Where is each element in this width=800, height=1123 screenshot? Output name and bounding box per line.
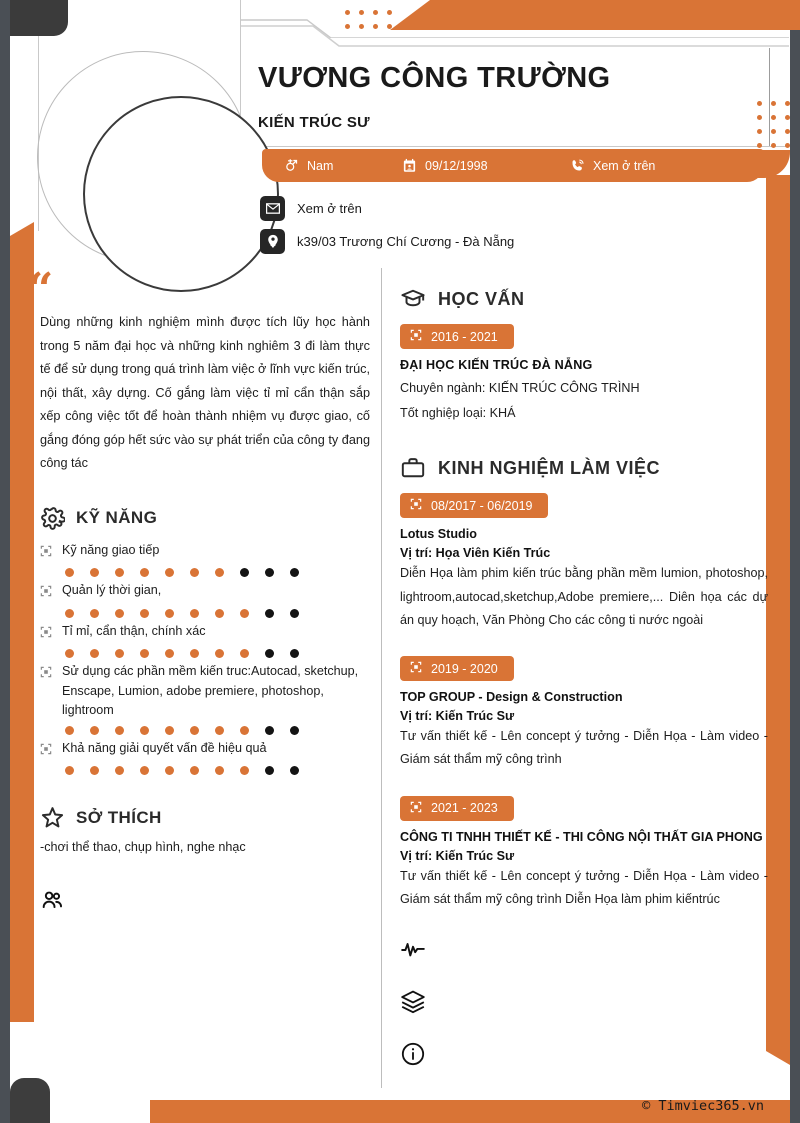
education-school: ĐẠI HỌC KIẾN TRÚC ĐÀ NẴNG bbox=[400, 358, 593, 372]
experience-role: Vị trí: Họa Viên Kiến Trúc bbox=[400, 546, 551, 561]
education-section-title: HỌC VẤN bbox=[438, 288, 525, 309]
rating-dot bbox=[65, 568, 74, 577]
education-date-pill bbox=[400, 324, 514, 349]
crop-mark-icon bbox=[410, 498, 422, 513]
location-icon-badge bbox=[260, 229, 285, 254]
rating-dot bbox=[65, 766, 74, 775]
education-list bbox=[400, 324, 768, 425]
skill-item bbox=[40, 541, 370, 578]
crop-mark-icon bbox=[40, 584, 52, 604]
experience-entry bbox=[400, 656, 768, 771]
skill-label-row bbox=[40, 541, 370, 564]
dark-corner-top-left bbox=[10, 0, 68, 36]
skill-name: Khả năng giải quyết vấn đề hiệu quả bbox=[62, 740, 267, 755]
skill-label-row bbox=[40, 622, 370, 645]
rating-dot bbox=[165, 766, 174, 775]
skill-label-row bbox=[40, 581, 370, 604]
orange-left-strip bbox=[10, 222, 34, 1022]
rating-dot bbox=[140, 766, 149, 775]
column-divider bbox=[381, 268, 382, 1088]
experience-description: Tư vấn thiết kế - Lên concept ý tưởng - Diễn Họa - Làm video - Giám sát thẩm mỹ công trình Diễn Họa làm phim kiếntrúc bbox=[400, 868, 768, 906]
skill-name: Sử dụng các phần mềm kiến truc:Autocad, sketchup, Enscape, Lumion, adobe premiere, photoshop, lightroom bbox=[62, 664, 359, 718]
skill-item bbox=[40, 662, 370, 735]
skill-label-row bbox=[40, 662, 370, 721]
rating-dot bbox=[265, 609, 274, 618]
rating-dot bbox=[265, 726, 274, 735]
skill-label-row bbox=[40, 739, 370, 762]
rating-dot bbox=[65, 726, 74, 735]
rating-dot bbox=[190, 649, 199, 658]
avatar bbox=[83, 96, 279, 292]
rating-dot bbox=[90, 568, 99, 577]
skills-section-title: KỸ NĂNG bbox=[76, 508, 158, 528]
candidate-job-title: KIẾN TRÚC SƯ bbox=[258, 114, 370, 131]
skill-name: Kỹ năng giao tiếp bbox=[62, 542, 160, 557]
rating-dot bbox=[240, 568, 249, 577]
gender-icon bbox=[284, 158, 299, 173]
meta-birthdate bbox=[402, 158, 570, 173]
experience-entry bbox=[400, 493, 768, 632]
rating-dot bbox=[115, 609, 124, 618]
rating-dot bbox=[240, 726, 249, 735]
contact-email-value: Xem ở trên bbox=[297, 201, 362, 216]
rating-dot bbox=[215, 766, 224, 775]
activity-pulse-icon bbox=[400, 937, 426, 963]
calendar-icon bbox=[402, 158, 417, 173]
crop-mark-icon bbox=[410, 661, 422, 673]
date-range-text: 08/2017 - 06/2019 bbox=[431, 498, 533, 513]
rating-dot bbox=[65, 609, 74, 618]
rating-dot bbox=[90, 649, 99, 658]
avatar-outer-ring bbox=[37, 51, 249, 263]
star-icon bbox=[40, 805, 65, 830]
people-icon bbox=[40, 888, 66, 914]
skill-item bbox=[40, 622, 370, 659]
rating-dot bbox=[190, 609, 199, 618]
left-column bbox=[28, 264, 370, 914]
crop-mark-icon bbox=[410, 498, 422, 510]
hobbies-text: -chơi thể thao, chụp hình, nghe nhạc bbox=[40, 840, 246, 855]
experience-description: Tư vấn thiết kế - Lên concept ý tưởng - Diễn Họa - Làm video - Giám sát thẩm mỹ công trình bbox=[400, 729, 768, 767]
experience-company: Lotus Studio bbox=[400, 527, 477, 542]
crop-mark-icon bbox=[40, 626, 52, 638]
rating-dot bbox=[140, 726, 149, 735]
location-icon bbox=[266, 234, 280, 249]
rating-dot bbox=[290, 568, 299, 577]
rating-dot bbox=[240, 609, 249, 618]
career-objective-text: Dùng những kinh nghiệm mình được tích lũy học hành trong 5 năm đại học và những kinh nghiêm 3 đi làm thực tế để sử dụng trong quá trình làm việc ở lĩnh vực kiến trúc, nội thất, xây dựng. Cố gắng làm việc tỉ mỉ cẩn thận sắp xếp công việc tốt để hoàn thành nhiệm vụ được giao, cố gắng đóng góp hết sức vào sự phát triển của công ty đang công tác bbox=[40, 315, 370, 471]
candidate-name: VƯƠNG CÔNG TRƯỜNG bbox=[258, 62, 611, 94]
rating-dot bbox=[290, 649, 299, 658]
crop-mark-icon bbox=[40, 743, 52, 755]
education-section-header bbox=[400, 286, 768, 312]
footer-credit: © Timviec365.vn bbox=[642, 1098, 764, 1114]
hobbies-section-header bbox=[40, 805, 370, 830]
experience-role: Vị trí: Kiến Trúc Sư bbox=[400, 848, 515, 863]
briefcase-icon bbox=[400, 455, 426, 481]
date-range-text: 2021 - 2023 bbox=[431, 801, 498, 816]
skill-rating bbox=[65, 766, 370, 775]
rating-dot bbox=[215, 649, 224, 658]
meta-gender-value: Nam bbox=[307, 158, 334, 173]
experience-company: CÔNG TI TNHH THIẾT KẾ - THI CÔNG NỘI THẤT GIA PHONG bbox=[400, 829, 763, 844]
crop-mark-icon bbox=[40, 585, 52, 597]
rating-dot bbox=[190, 726, 199, 735]
experience-section-title: KINH NGHIỆM LÀM VIỆC bbox=[438, 457, 661, 478]
rating-dot bbox=[215, 568, 224, 577]
rating-dot bbox=[240, 766, 249, 775]
decor-slant-line-lower bbox=[241, 24, 789, 50]
rating-dot bbox=[140, 649, 149, 658]
orange-right-strip bbox=[766, 175, 790, 1065]
education-grade: Tốt nghiệp loại: KHÁ bbox=[400, 406, 516, 421]
rating-dot bbox=[190, 766, 199, 775]
rating-dot bbox=[240, 649, 249, 658]
rating-dot bbox=[90, 726, 99, 735]
date-range-text: 2019 - 2020 bbox=[431, 661, 498, 676]
rating-dot bbox=[165, 726, 174, 735]
dot-grid-right bbox=[757, 101, 790, 148]
hobbies-section-title: SỞ THÍCH bbox=[76, 807, 162, 827]
rating-dot bbox=[215, 726, 224, 735]
meta-birthdate-value: 09/12/1998 bbox=[425, 158, 488, 173]
rating-dot bbox=[290, 766, 299, 775]
rating-dot bbox=[265, 766, 274, 775]
experience-company: TOP GROUP - Design & Construction bbox=[400, 690, 623, 705]
email-icon bbox=[266, 203, 280, 214]
date-range-text: 2016 - 2021 bbox=[431, 329, 498, 344]
rating-dot bbox=[90, 766, 99, 775]
rating-dot bbox=[90, 609, 99, 618]
gear-icon bbox=[40, 506, 65, 531]
rating-dot bbox=[140, 609, 149, 618]
entry-spacer bbox=[400, 774, 768, 796]
crop-mark-icon bbox=[40, 545, 52, 557]
skills-list bbox=[40, 541, 370, 776]
rating-dot bbox=[65, 649, 74, 658]
crop-mark-icon bbox=[410, 801, 422, 813]
crop-mark-icon bbox=[40, 544, 52, 564]
contact-address-value: k39/03 Trương Chí Cương - Đà Nẵng bbox=[297, 234, 515, 249]
experience-date-pill bbox=[400, 656, 514, 681]
rating-dot bbox=[290, 609, 299, 618]
skill-rating bbox=[65, 726, 370, 735]
crop-mark-icon bbox=[410, 801, 422, 816]
meta-gender bbox=[284, 158, 402, 173]
skill-rating bbox=[65, 649, 370, 658]
layers-icon bbox=[400, 989, 426, 1015]
crop-mark-icon bbox=[40, 742, 52, 762]
rating-dot bbox=[115, 649, 124, 658]
skill-rating bbox=[65, 609, 370, 618]
experience-description: Diễn Họa làm phim kiến trúc bằng phần mềm lumion, photoshop, lightroom,autocad,sketchup,Adobe premiere,... Diên họa các dự án quy hoạch, Văn Phòng Cho các công ti nước ngoài bbox=[400, 566, 768, 627]
header-meta-bar bbox=[262, 149, 764, 182]
graduation-cap-icon bbox=[400, 286, 426, 312]
phone-icon bbox=[570, 158, 585, 173]
experience-date-pill bbox=[400, 493, 548, 518]
rating-dot bbox=[115, 726, 124, 735]
contact-address bbox=[260, 229, 514, 254]
decor-line-under-header bbox=[248, 146, 788, 147]
experience-date-pill bbox=[400, 796, 514, 821]
email-icon-badge bbox=[260, 196, 285, 221]
dot-grid-top bbox=[345, 10, 392, 29]
skill-rating bbox=[65, 568, 370, 577]
rating-dot bbox=[265, 568, 274, 577]
rating-dot bbox=[115, 568, 124, 577]
crop-mark-icon bbox=[40, 625, 52, 645]
entry-spacer bbox=[400, 634, 768, 656]
rating-dot bbox=[290, 726, 299, 735]
rating-dot bbox=[215, 609, 224, 618]
meta-phone-value: Xem ở trên bbox=[593, 158, 656, 173]
crop-mark-icon bbox=[40, 666, 52, 678]
experience-role: Vị trí: Kiến Trúc Sư bbox=[400, 709, 515, 724]
skill-item bbox=[40, 739, 370, 776]
experience-section-header bbox=[400, 455, 768, 481]
crop-mark-icon bbox=[40, 665, 52, 721]
education-entry bbox=[400, 324, 768, 425]
experience-entry bbox=[400, 796, 768, 911]
rating-dot bbox=[165, 568, 174, 577]
crop-mark-icon bbox=[410, 329, 422, 341]
skill-name: Quản lý thời gian, bbox=[62, 583, 162, 598]
rating-dot bbox=[140, 568, 149, 577]
crop-mark-icon bbox=[410, 329, 422, 344]
info-icon bbox=[400, 1041, 426, 1067]
rating-dot bbox=[165, 649, 174, 658]
meta-phone bbox=[570, 158, 655, 173]
contact-email bbox=[260, 196, 362, 221]
experience-list bbox=[400, 493, 768, 911]
quote-icon: “ bbox=[28, 264, 54, 315]
crop-mark-icon bbox=[410, 661, 422, 676]
skill-item bbox=[40, 581, 370, 618]
skills-section-header bbox=[40, 506, 370, 531]
education-major: Chuyên ngành: KIẾN TRÚC CÔNG TRÌNH bbox=[400, 380, 640, 395]
rating-dot bbox=[115, 766, 124, 775]
rating-dot bbox=[165, 609, 174, 618]
rating-dot bbox=[190, 568, 199, 577]
right-column bbox=[400, 286, 768, 1067]
rating-dot bbox=[265, 649, 274, 658]
skill-name: Tỉ mỉ, cẩn thận, chính xác bbox=[62, 623, 206, 638]
